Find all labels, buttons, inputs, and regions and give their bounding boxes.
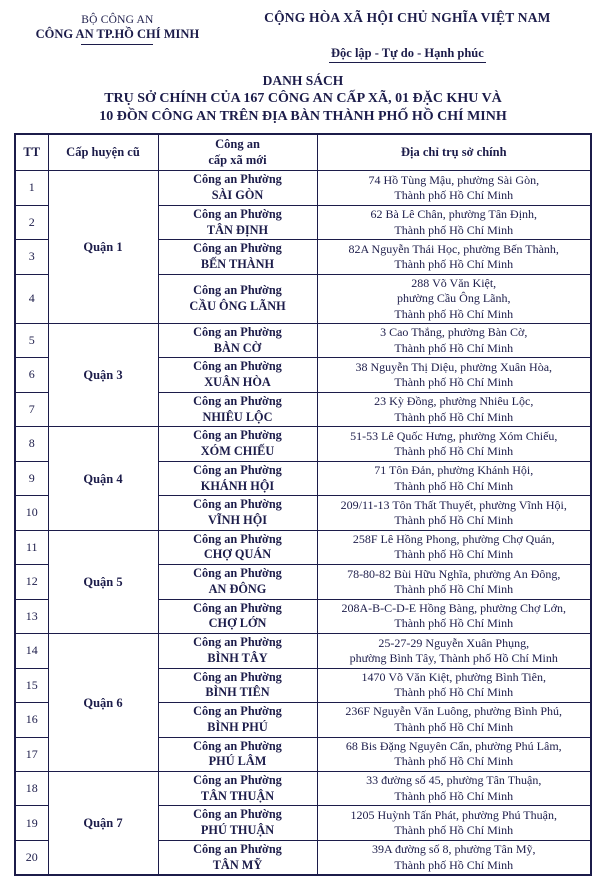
column-header-unit — [158, 134, 317, 171]
tt-cell: 2 — [15, 205, 48, 239]
address-cell — [317, 530, 591, 564]
address-line: 236F Nguyễn Văn Luông, phường Bình Phú, — [345, 704, 563, 719]
address-cell — [317, 205, 591, 239]
address-line: 258F Lê Hồng Phong, phường Chợ Quán, — [352, 532, 555, 547]
unit-cell — [158, 703, 317, 737]
unit-prefix: Công an Phường — [193, 241, 282, 256]
unit-prefix: Công an Phường — [193, 773, 282, 787]
unit-name: AN ĐÔNG — [208, 581, 267, 596]
tt-cell: 4 — [15, 274, 48, 323]
unit-prefix: Công an Phường — [193, 600, 282, 615]
table-row — [15, 634, 591, 668]
address-line: 78-80-82 Bùi Hữu Nghĩa, phường An Đông, — [347, 566, 561, 581]
unit-prefix: Công an Phường — [193, 531, 282, 546]
address-line: 71 Tôn Đản, phường Khánh Hội, — [374, 463, 534, 478]
address-cell — [317, 274, 591, 323]
unit-cell — [158, 737, 317, 771]
unit-prefix: Công an Phường — [193, 807, 282, 822]
unit-prefix: Công an Phường — [193, 172, 282, 187]
unit-cell — [158, 772, 317, 806]
unit-prefix: Công an Phường — [193, 359, 282, 374]
unit-prefix: Công an Phường — [193, 841, 282, 856]
unit-name: PHÚ THUẬN — [200, 823, 275, 838]
unit-prefix: Công an Phường — [193, 669, 282, 684]
address-line: Thành phố Hồ Chí Minh — [394, 306, 514, 321]
address-line: 209/11-13 Tôn Thất Thuyết, phường Vĩnh Hội, — [340, 497, 567, 512]
address-line: Thành phố Hồ Chí Minh — [394, 340, 514, 355]
address-line: 33 đường số 45, phường Tân Thuận, — [366, 773, 542, 788]
tt-cell: 6 — [15, 358, 48, 392]
column-header-address: Địa chỉ trụ sở chính — [317, 134, 591, 171]
agency-parent: BỘ CÔNG AN — [81, 14, 154, 26]
unit-name: TÂN THUẬN — [200, 788, 275, 803]
tt-cell: 3 — [15, 240, 48, 274]
address-cell — [317, 461, 591, 495]
unit-cell — [158, 323, 317, 357]
title-line-2: TRỤ SỞ CHÍNH CỦA 167 CÔNG AN CẤP XÃ, 01 ĐẶC KHU VÀ — [104, 90, 502, 106]
address-line: Thành phố Hồ Chí Minh — [394, 512, 514, 527]
address-cell — [317, 840, 591, 875]
unit-cell — [158, 205, 317, 239]
address-line: phường Bình Tây, Thành phố Hồ Chí Minh — [349, 650, 558, 665]
tt-cell: 17 — [15, 737, 48, 771]
address-line: Thành phố Hồ Chí Minh — [394, 823, 514, 838]
address-cell — [317, 703, 591, 737]
tt-cell: 16 — [15, 703, 48, 737]
title-line-1: DANH SÁCH — [262, 73, 344, 88]
unit-prefix: Công an Phường — [193, 324, 282, 339]
address-cell — [317, 772, 591, 806]
address-cell — [317, 634, 591, 668]
address-line: 1205 Huỳnh Tấn Phát, phường Phú Thuận, — [350, 807, 557, 822]
tt-cell: 18 — [15, 772, 48, 806]
column-header-unit-line1: Công an — [215, 137, 260, 152]
address-line: 208A-B-C-D-E Hồng Bàng, phường Chợ Lớn, — [341, 601, 567, 616]
unit-name: BÌNH TIÊN — [205, 685, 270, 700]
address-line: Thành phố Hồ Chí Minh — [394, 375, 514, 390]
unit-name: TÂN MỸ — [212, 857, 263, 872]
unit-cell — [158, 840, 317, 875]
table-row — [15, 530, 591, 564]
unit-name: XUÂN HÒA — [204, 375, 271, 390]
unit-name: CHỢ LỚN — [208, 616, 267, 631]
national-title: CỘNG HÒA XÃ HỘI CHỦ NGHĨA VIỆT NAM — [264, 10, 551, 25]
tt-cell: 7 — [15, 392, 48, 426]
unit-prefix: Công an Phường — [193, 462, 282, 477]
address-cell — [317, 496, 591, 530]
tt-cell: 8 — [15, 427, 48, 461]
unit-cell — [158, 274, 317, 323]
address-line: Thành phố Hồ Chí Minh — [394, 581, 514, 596]
unit-name: SÀI GÒN — [211, 188, 264, 203]
address-line: 1470 Võ Văn Kiệt, phường Bình Tiên, — [361, 669, 546, 684]
address-line: 74 Hồ Tùng Mậu, phường Sài Gòn, — [368, 172, 540, 187]
district-cell: Quận 4 — [48, 427, 158, 530]
district-cell: Quận 3 — [48, 323, 158, 426]
address-line: Thành phố Hồ Chí Minh — [394, 409, 514, 424]
address-cell — [317, 427, 591, 461]
column-header-tt: TT — [15, 134, 48, 171]
tt-cell: 1 — [15, 171, 48, 205]
address-cell — [317, 565, 591, 599]
unit-cell — [158, 496, 317, 530]
table-row — [15, 323, 591, 357]
address-line: 3 Cao Thắng, phường Bàn Cờ, — [380, 325, 528, 340]
address-cell — [317, 323, 591, 357]
column-header-unit-line2: cấp xã mới — [208, 152, 267, 167]
unit-cell — [158, 668, 317, 702]
agency-underline — [81, 44, 153, 45]
address-line: Thành phố Hồ Chí Minh — [394, 616, 514, 631]
unit-name: KHÁNH HỘI — [200, 478, 275, 493]
address-line: Thành phố Hồ Chí Minh — [394, 257, 514, 272]
issuing-agency-block — [13, 10, 222, 45]
unit-prefix: Công an Phường — [193, 393, 282, 408]
column-header-district: Cấp huyện cũ — [48, 134, 158, 171]
unit-prefix: Công an Phường — [193, 704, 282, 719]
address-line: 38 Nguyễn Thị Diệu, phường Xuân Hòa, — [355, 359, 553, 374]
address-cell — [317, 668, 591, 702]
tt-cell: 15 — [15, 668, 48, 702]
unit-name: CHỢ QUÁN — [203, 547, 272, 562]
address-line: phường Cầu Ông Lãnh, — [396, 291, 511, 306]
tt-cell: 13 — [15, 599, 48, 633]
unit-prefix: Công an Phường — [193, 497, 282, 512]
document-header — [13, 10, 593, 63]
unit-name: BÀN CỜ — [213, 340, 262, 355]
address-line: 39A đường số 8, phường Tân Mỹ, — [372, 842, 536, 857]
tt-cell: 9 — [15, 461, 48, 495]
unit-cell — [158, 806, 317, 840]
address-cell — [317, 806, 591, 840]
address-line: Thành phố Hồ Chí Minh — [394, 222, 514, 237]
unit-prefix: Công an Phường — [193, 566, 282, 581]
tt-cell: 5 — [15, 323, 48, 357]
address-cell — [317, 392, 591, 426]
address-line: Thành phố Hồ Chí Minh — [394, 719, 514, 734]
unit-cell — [158, 599, 317, 633]
district-cell: Quận 6 — [48, 634, 158, 772]
tt-cell: 20 — [15, 840, 48, 875]
table-row — [15, 427, 591, 461]
address-cell — [317, 599, 591, 633]
tt-cell: 11 — [15, 530, 48, 564]
unit-cell — [158, 427, 317, 461]
unit-name: NHIÊU LỘC — [202, 409, 273, 424]
unit-prefix: Công an Phường — [193, 738, 282, 753]
document-title — [13, 72, 593, 126]
unit-cell — [158, 461, 317, 495]
address-line: 25-27-29 Nguyễn Xuân Phụng, — [378, 635, 530, 650]
address-line: Thành phố Hồ Chí Minh — [394, 444, 514, 459]
unit-prefix: Công an Phường — [193, 206, 282, 221]
address-line: Thành phố Hồ Chí Minh — [394, 188, 514, 203]
address-line: 23 Kỳ Đồng, phường Nhiêu Lộc, — [374, 394, 534, 409]
unit-cell — [158, 171, 317, 205]
address-line: 82A Nguyễn Thái Học, phường Bến Thành, — [348, 241, 559, 256]
address-cell — [317, 358, 591, 392]
tt-cell: 14 — [15, 634, 48, 668]
address-line: 288 Võ Văn Kiệt, — [411, 275, 497, 290]
unit-cell — [158, 240, 317, 274]
unit-name: BẾN THÀNH — [200, 257, 275, 272]
district-cell: Quận 7 — [48, 772, 158, 876]
unit-cell — [158, 392, 317, 426]
address-cell — [317, 171, 591, 205]
national-header-block — [222, 10, 593, 63]
unit-prefix: Công an Phường — [193, 283, 282, 298]
police-stations-table — [14, 133, 592, 876]
district-cell: Quận 5 — [48, 530, 158, 633]
tt-cell: 10 — [15, 496, 48, 530]
address-line: Thành phố Hồ Chí Minh — [394, 547, 514, 562]
address-line: 62 Bà Lê Chân, phường Tân Định, — [370, 207, 538, 222]
unit-name: TÂN ĐỊNH — [206, 222, 269, 237]
unit-cell — [158, 358, 317, 392]
address-line: 68 Bis Đặng Nguyên Cẩn, phường Phú Lâm, — [345, 738, 562, 753]
address-cell — [317, 737, 591, 771]
agency-name: CÔNG AN TP.HỒ CHÍ MINH — [35, 27, 200, 41]
district-cell: Quận 1 — [48, 171, 158, 323]
address-cell — [317, 240, 591, 274]
address-line: Thành phố Hồ Chí Minh — [394, 857, 514, 872]
unit-name: CẦU ÔNG LÃNH — [189, 298, 286, 313]
address-line: Thành phố Hồ Chí Minh — [394, 685, 514, 700]
table-row — [15, 171, 591, 205]
table-row — [15, 772, 591, 806]
title-line-3: 10 ĐỒN CÔNG AN TRÊN ĐỊA BÀN THÀNH PHỐ HỒ CHÍ MINH — [99, 108, 507, 124]
address-line: 51-53 Lê Quốc Hưng, phường Xóm Chiếu, — [350, 428, 558, 443]
unit-name: BÌNH TÂY — [207, 650, 268, 665]
unit-cell — [158, 634, 317, 668]
table-body — [15, 171, 591, 875]
tt-cell: 19 — [15, 806, 48, 840]
address-line: Thành phố Hồ Chí Minh — [394, 754, 514, 769]
table-header-row — [15, 134, 591, 171]
national-motto: Độc lập - Tự do - Hạnh phúc — [329, 46, 486, 63]
unit-name: BÌNH PHÚ — [207, 719, 268, 734]
unit-prefix: Công an Phường — [193, 428, 282, 443]
unit-name: XÓM CHIẾU — [200, 444, 275, 459]
unit-cell — [158, 530, 317, 564]
unit-cell — [158, 565, 317, 599]
unit-name: PHÚ LÂM — [208, 754, 267, 769]
unit-name: VĨNH HỘI — [207, 512, 268, 527]
tt-cell: 12 — [15, 565, 48, 599]
address-line: Thành phố Hồ Chí Minh — [394, 478, 514, 493]
address-line: Thành phố Hồ Chí Minh — [394, 788, 514, 803]
unit-prefix: Công an Phường — [193, 635, 282, 650]
